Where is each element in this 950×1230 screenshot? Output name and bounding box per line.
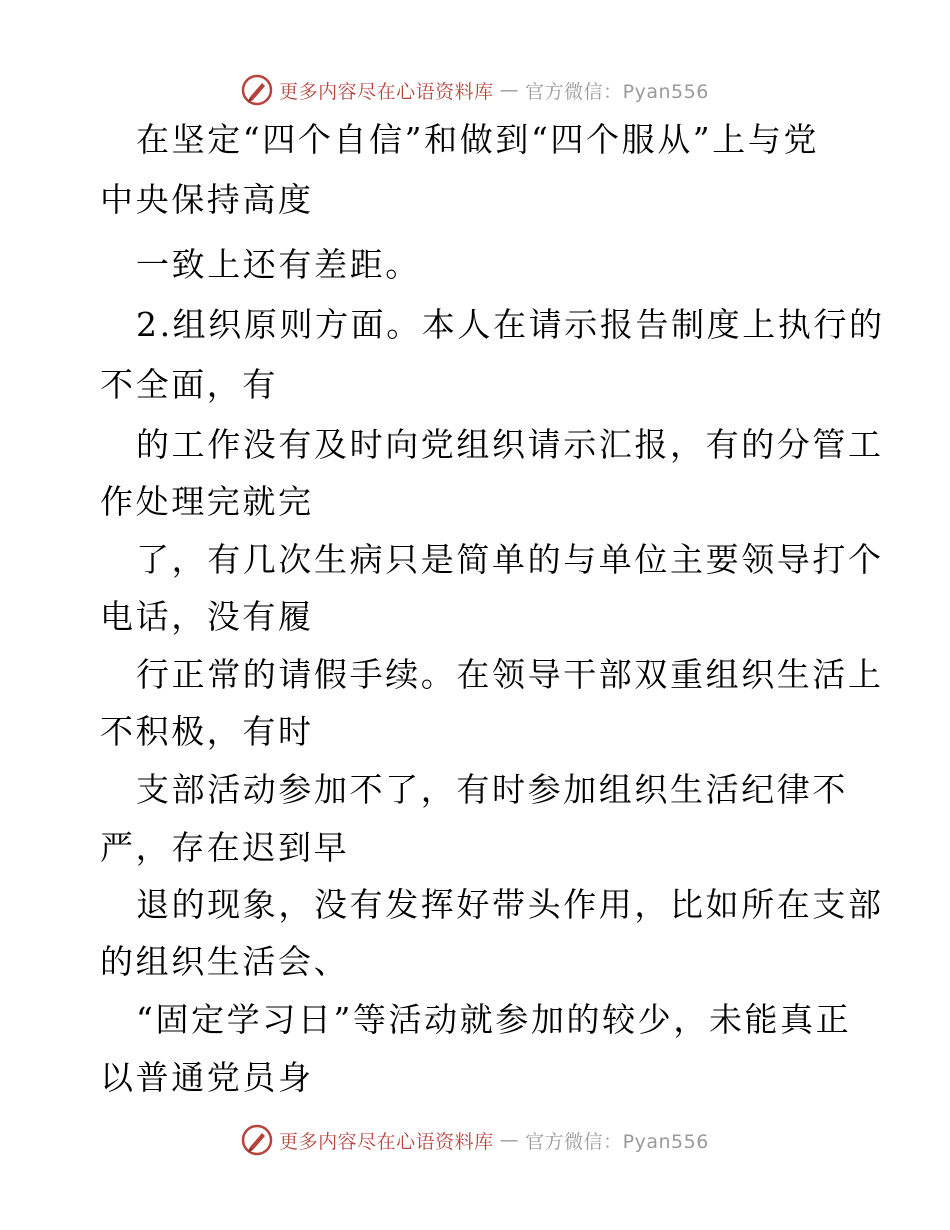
text-line: 电话，没有履 [100, 597, 314, 636]
text-line: 了，有几次生病只是简单的与单位主要领导打个 [136, 540, 884, 579]
text-line: “固定学习日”等活动就参加的较少，未能真正 [136, 1000, 852, 1039]
watermark-brand: 更多内容尽在心语资料库 [279, 80, 494, 103]
pen-seal-logo-icon [241, 1124, 273, 1156]
text-line: 不积极，有时 [100, 712, 314, 751]
watermark-header [0, 70, 950, 110]
text-line: 不全面，有 [100, 365, 278, 404]
text-line: 作处理完就完 [100, 482, 314, 521]
watermark-contact: 官方微信：Pyan556 [525, 80, 709, 103]
text-line: 的工作没有及时向党组织请示汇报，有的分管工 [136, 425, 884, 464]
text-line: 中央保持高度 [100, 180, 314, 219]
watermark-footer [0, 1120, 950, 1160]
watermark-brand: 更多内容尽在心语资料库 [279, 1130, 494, 1153]
text-line: 2.组织原则方面。本人在请示报告制度上执行的 [136, 305, 885, 344]
watermark-dash: — [499, 79, 520, 101]
text-line: 以普通党员身 [100, 1058, 314, 1097]
text-line: 的组织生活会、 [100, 942, 350, 981]
text-line: 严，存在迟到早 [100, 828, 350, 867]
pen-seal-logo-icon [241, 74, 273, 106]
text-line: 在坚定“四个自信”和做到“四个服从”上与党 [136, 120, 820, 159]
text-line: 退的现象，没有发挥好带头作用，比如所在支部 [136, 885, 884, 924]
text-line: 一致上还有差距。 [136, 245, 421, 284]
watermark-dash: — [499, 1129, 520, 1151]
text-line: 行正常的请假手续。在领导干部双重组织生活上 [136, 655, 884, 694]
text-line: 支部活动参加不了，有时参加组织生活纪律不 [136, 770, 848, 809]
watermark-contact: 官方微信：Pyan556 [525, 1130, 709, 1153]
